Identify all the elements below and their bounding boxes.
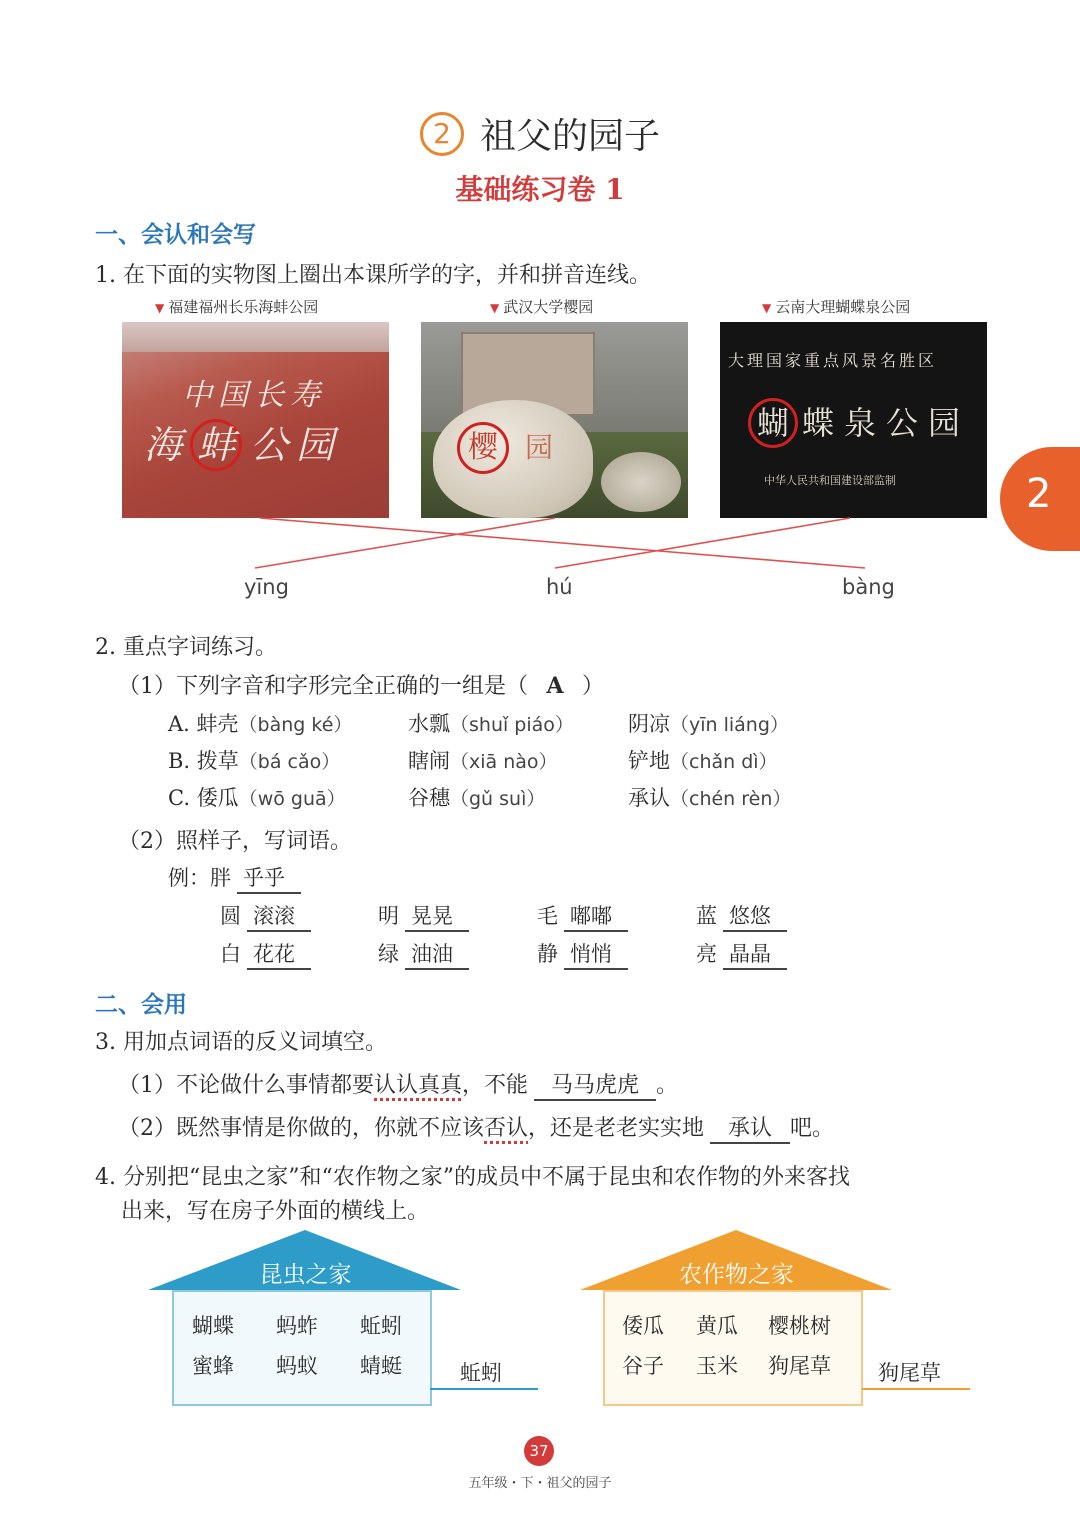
word-item: 毛 嘟嘟: [537, 900, 628, 932]
question-2-2-prompt: （2）照样子，写词语。: [118, 829, 352, 854]
page-title: 祖父的园子: [479, 116, 660, 157]
house-1-member: 蚯蚓: [360, 1314, 402, 1338]
house-1-member: 蝴蝶: [192, 1314, 234, 1338]
lesson-number-badge: 2: [420, 112, 464, 156]
side-tab-number: 2: [1026, 471, 1052, 517]
dotted-word: 认认真真: [374, 1073, 463, 1098]
sign-line-1: 中国长寿: [182, 378, 326, 413]
word-item: 明 晃晃: [378, 900, 469, 932]
photo-caption-1: ▼ 福建福州长乐海蚌公园: [155, 298, 319, 316]
pinyin-ying: yīng: [244, 575, 289, 599]
house-1-member: 蜻蜓: [360, 1354, 402, 1378]
dotted-word: 否认: [484, 1116, 529, 1141]
option-b-word-3: 铲地（chǎn dì）: [628, 749, 778, 773]
section-heading-2: 二、会用: [95, 992, 187, 1018]
section-heading-1: 一、会认和会写: [95, 222, 256, 248]
option-c-word-2: 谷穗（gǔ suì）: [408, 786, 546, 810]
word-item: 静 悄悄: [537, 938, 628, 970]
house-2-member: 玉米: [696, 1354, 738, 1378]
plaque-line-3: 中华人民共和国建设部监制: [764, 474, 896, 487]
match-line-haibang-bang: [260, 518, 865, 568]
house-2-outsider-answer: 狗尾草: [878, 1361, 941, 1385]
pinyin-hu: hú: [546, 575, 573, 599]
question-3-sentence-2: （2）既然事情是你做的，你就不应该否认，还是老老实实地 承认 吧。: [118, 1111, 834, 1144]
option-b: B. 拨草（bá cǎo）: [168, 749, 341, 773]
option-a-word-3: 阴凉（yīn liáng）: [628, 712, 789, 736]
photo-caption-2: ▼ 武汉大学樱园: [490, 298, 594, 316]
footer-caption: 五年级・下・祖父的园子: [468, 1476, 612, 1491]
matching-lines: [0, 0, 1080, 620]
question-2-1-prompt: （1）下列字音和字形完全正确的一组是（ A ）: [118, 673, 605, 699]
match-line-ying: [255, 518, 555, 568]
question-3-text: 3. 用加点词语的反义词填空。: [95, 1030, 387, 1055]
option-c-word-3: 承认（chén rèn）: [628, 786, 792, 810]
house-2-member: 黄瓜: [696, 1314, 738, 1338]
circled-char: 蝴: [748, 398, 798, 448]
house-2-member: 谷子: [622, 1354, 664, 1378]
page-subtitle: 基础练习卷 1: [455, 173, 625, 206]
circled-char: 蚌: [190, 419, 242, 471]
option-a-word-2: 水瓢（shuǐ piáo）: [408, 712, 574, 736]
question-1-text: 1. 在下面的实物图上圈出本课所学的字，并和拼音连线。: [95, 263, 651, 288]
house-1-member: 蚂蚁: [276, 1354, 318, 1378]
triangle-marker-icon: ▼: [155, 301, 165, 315]
house-1-member: 蜜蜂: [192, 1354, 234, 1378]
plaque-line-2: 蝴 蝶泉公园: [748, 398, 960, 448]
house-2-title: 农作物之家: [679, 1262, 794, 1288]
word-item: 亮 晶晶: [696, 938, 787, 970]
word-item: 绿 油油: [378, 938, 469, 970]
match-line-hu: [555, 518, 850, 568]
plaque-line-1: 大理国家重点风景名胜区: [728, 351, 938, 370]
house-2-answer-line: [862, 1388, 970, 1390]
example-word: 例：胖 乎乎: [168, 862, 301, 894]
house-2-wall: [603, 1290, 863, 1406]
triangle-marker-icon: ▼: [490, 301, 500, 315]
question-3-sentence-1: （1）不论做什么事情都要认认真真，不能 马马虎虎 。: [118, 1068, 678, 1101]
pinyin-bang: bàng: [842, 575, 895, 599]
answer-choice: A: [546, 673, 564, 699]
triangle-marker-icon: ▼: [762, 301, 772, 315]
house-1-outsider-answer: 蚯蚓: [460, 1361, 502, 1385]
question-2-text: 2. 重点字词练习。: [95, 635, 277, 660]
house-2-member: 倭瓜: [622, 1314, 664, 1338]
photo-caption-3: ▼ 云南大理蝴蝶泉公园: [762, 298, 911, 316]
house-2-member: 樱桃树: [768, 1314, 831, 1338]
word-item: 蓝 悠悠: [696, 900, 787, 932]
answer-blank: 承认: [710, 1111, 790, 1144]
option-b-word-2: 瞎闹（xiā nào）: [408, 749, 558, 773]
house-1-wall: [172, 1290, 432, 1406]
word-item: 圆 滚滚: [220, 900, 311, 932]
word-item: 白 花花: [220, 938, 311, 970]
page-number: 37: [524, 1436, 554, 1466]
house-1-member: 蚂蚱: [276, 1314, 318, 1338]
stone-char: 园: [525, 431, 554, 464]
sign-line-2: 海 蚌 公 园: [144, 414, 334, 471]
house-1-answer-line: [430, 1388, 538, 1390]
option-c: C. 倭瓜（wō guā）: [168, 786, 346, 810]
question-4-line-2: 出来，写在房子外面的横线上。: [121, 1199, 430, 1224]
house-1-title: 昆虫之家: [259, 1262, 352, 1288]
answer-blank: 马马虎虎: [534, 1068, 656, 1101]
option-a: A. 蚌壳（bàng ké）: [168, 712, 353, 736]
circled-char: 樱: [457, 422, 509, 474]
house-2-member: 狗尾草: [768, 1354, 831, 1378]
question-4-line-1: 4. 分别把“昆虫之家”和“农作物之家”的成员中不属于昆虫和农作物的外来客找: [95, 1165, 850, 1190]
